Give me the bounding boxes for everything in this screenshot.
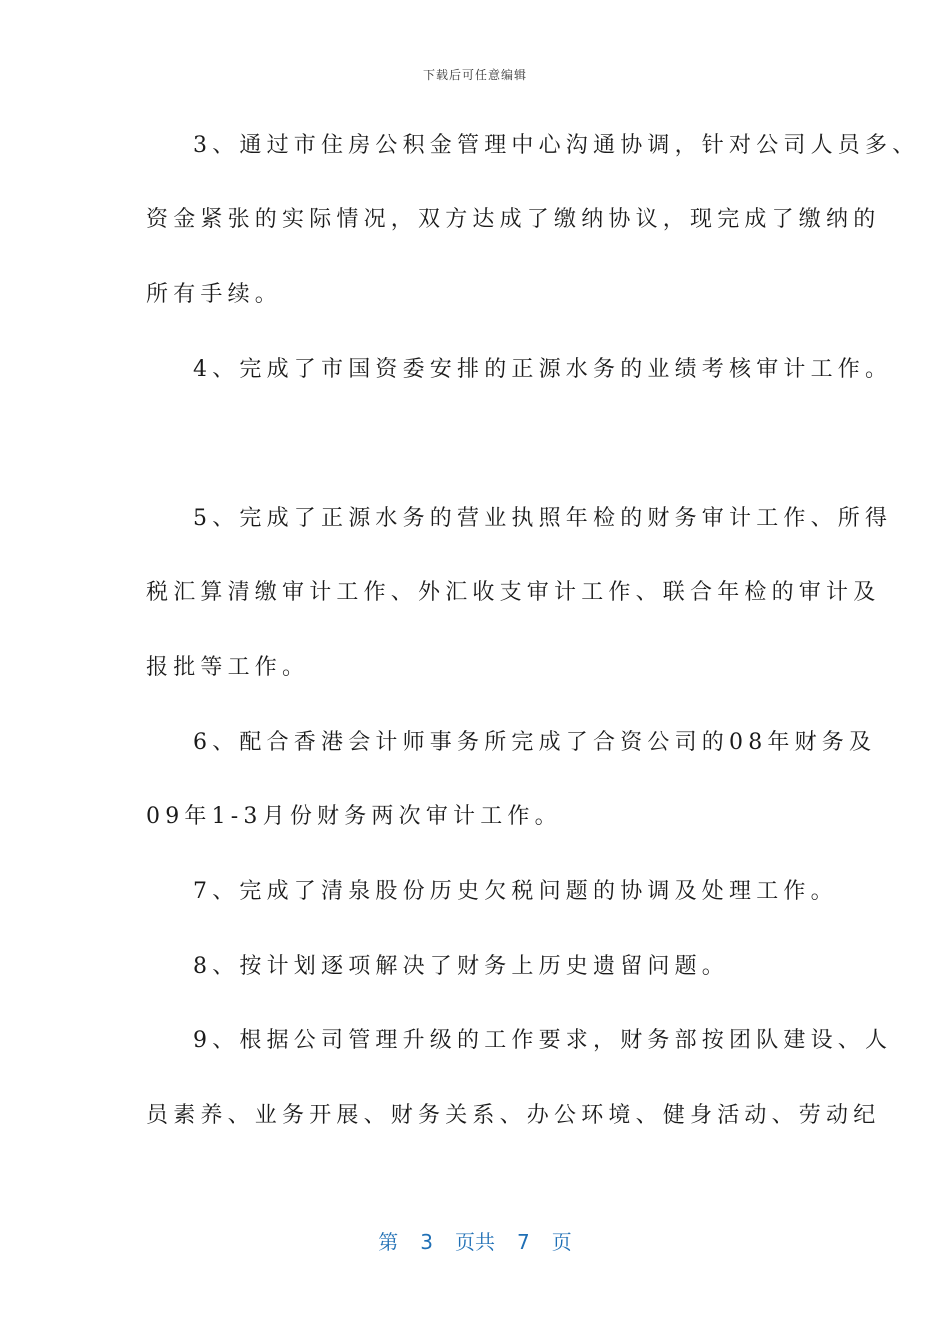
paragraph-line: 报批等工作。 xyxy=(146,655,310,680)
total-pages-number: 7 xyxy=(517,1230,530,1254)
page-suffix: 页 xyxy=(551,1230,572,1254)
paragraph-line: 税汇算清缴审计工作、外汇收支审计工作、联合年检的审计及 xyxy=(146,580,881,605)
paragraph-line: 09年1-3月份财务两次审计工作。 xyxy=(146,804,562,829)
paragraph-line: 4、完成了市国资委安排的正源水务的业绩考核审计工作。 xyxy=(193,357,893,382)
paragraph-line: 8、按计划逐项解决了财务上历史遗留问题。 xyxy=(193,954,729,979)
paragraph-line: 9、根据公司管理升级的工作要求，财务部按团队建设、人 xyxy=(193,1028,893,1053)
paragraph-line: 资金紧张的实际情况，双方达成了缴纳协议，现完成了缴纳的 xyxy=(146,207,881,232)
page-header: 下载后可任意编辑 xyxy=(422,68,527,82)
paragraph-line: 所有手续。 xyxy=(146,282,283,307)
paragraph-line: 6、配合香港会计师事务所完成了合资公司的08年财务及 xyxy=(193,730,877,755)
page-prefix: 第 xyxy=(378,1230,399,1254)
current-page-number: 3 xyxy=(420,1230,433,1254)
paragraph-line: 3、通过市住房公积金管理中心沟通协调，针对公司人员多、 xyxy=(193,133,920,158)
paragraph-line: 员素养、业务开展、财务关系、办公环境、健身活动、劳动纪 xyxy=(146,1103,881,1128)
page-footer xyxy=(0,1226,950,1255)
page-mid: 页共 xyxy=(455,1230,495,1254)
paragraph-line: 5、完成了正源水务的营业执照年检的财务审计工作、所得 xyxy=(193,506,893,531)
paragraph-line: 7、完成了清泉股份历史欠税问题的协调及处理工作。 xyxy=(193,879,838,904)
